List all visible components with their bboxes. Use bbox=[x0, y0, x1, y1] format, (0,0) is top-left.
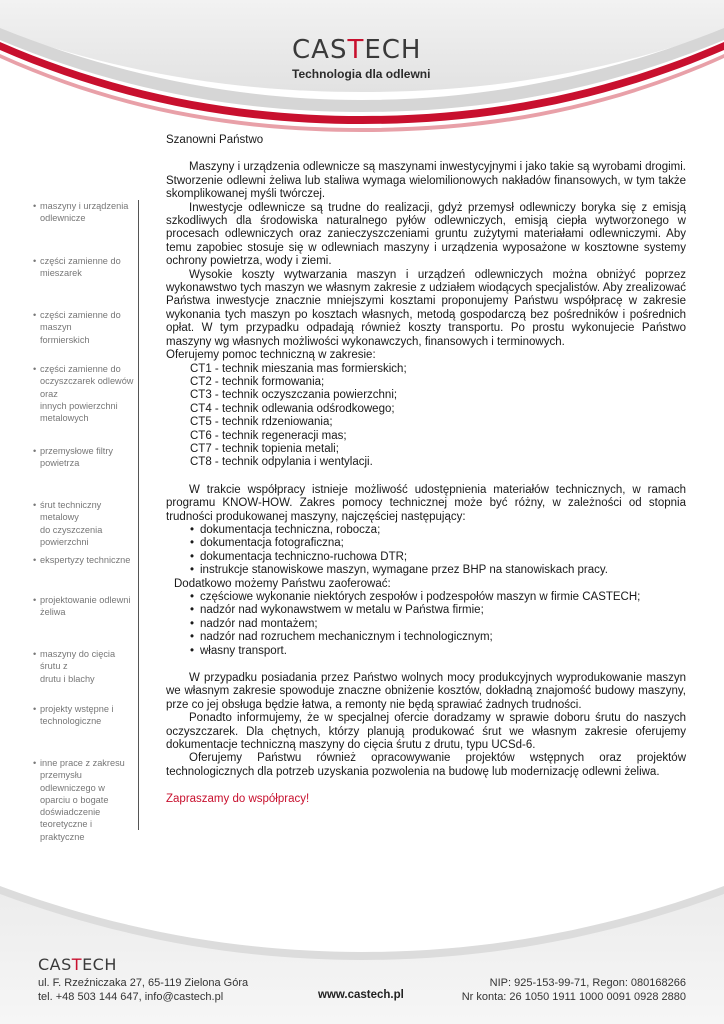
list-item: • instrukcje stanowiskowe maszyn, wymagane przez BHP na stanowiskach pracy. bbox=[190, 564, 686, 577]
logo-part-1: CAS bbox=[292, 35, 348, 65]
paragraph-3: Wysokie koszty wytwarzania maszyn i urządzeń odlewniczych można obniżyć poprzez wykonawstwo tych maszyn we własnym zakresie z udziałem wiodących specjalistów. Aby zrealizować Państwa inwestycje znacznie mniejszymi kosztami proponujemy Państwu współpracę w zakresie wykonania tych maszyn po kosztach własnych, metodą gospodarczą bez pośredników i pośrednich opłat. W tym przypadku odpadają również koszty transportu. Po prostu wykonujecie Państwo maszyny wg własnych możliwości wykonawczych, finansowych i terminowych. bbox=[166, 268, 686, 348]
sidebar-item: • projektowanie odlewni żeliwa bbox=[33, 595, 131, 618]
ct-item: CT7 - technik topienia metali; bbox=[190, 442, 339, 455]
ct-item: CT1 - technik mieszania mas formierskich; bbox=[190, 362, 407, 375]
paragraph-1: Maszyny i urządzenia odlewnicze są maszynami inwestycyjnymi i jako takie są wyrobami drogimi. Stworzenie odlewni żeliwa lub staliwa wymaga wielomilionowych nakładów finansowych, w tym także skomplikowanej myśli twórczej. bbox=[166, 161, 686, 201]
list-item: • częściowe wykonanie niektórych zespołów i podzespołów maszyn w firmie CASTECH; bbox=[190, 591, 686, 604]
company-logo bbox=[292, 36, 432, 81]
footer-address: ul. F. Rzeźniczaka 27, 65-119 Zielona Góra bbox=[38, 977, 249, 989]
list-item: • nadzór nad rozruchem mechanicznym i technologicznym; bbox=[190, 631, 686, 644]
list-item: • własny transport. bbox=[190, 645, 686, 658]
ct-intro: Oferujemy pomoc techniczną w zakresie: bbox=[166, 349, 376, 362]
paragraph-5: W przypadku posiadania przez Państwo wolnych mocy produkcyjnych wyprodukowanie maszyn we własnym zakresie spowoduje znaczne obniżenie kosztów, dokładną znajomość budowy maszyny, prze co jej obsługa będzie łatwa, a remonty nie będą sprawiać żadnych trudności. bbox=[166, 672, 686, 711]
company-tagline: Technologia dla odlewni bbox=[292, 67, 431, 81]
ct-list bbox=[166, 363, 686, 470]
sidebar-item: • maszyny do cięcia śrutu z drutu i blachy bbox=[33, 649, 116, 684]
sidebar-item: • maszyny i urządzenia odlewnicze bbox=[33, 201, 129, 224]
sidebar-item: • części zamienne do oczyszczarek odlewów oraz innych powierzchni metalowych bbox=[33, 364, 134, 424]
footer-website-link[interactable]: www.castech.pl bbox=[318, 989, 404, 1001]
list-item: • dokumentacja fotograficzna; bbox=[190, 537, 686, 550]
extras-list bbox=[166, 591, 686, 658]
list-item: • nadzór nad montażem; bbox=[190, 618, 686, 631]
footer-logo: CASTECH bbox=[38, 955, 117, 974]
ct-item: CT3 - technik oczyszczania powierzchni; bbox=[190, 389, 398, 402]
sidebar-item: • części zamienne do mieszarek bbox=[33, 256, 121, 279]
list-item: • dokumentacja techniczno-ruchowa DTR; bbox=[190, 551, 686, 564]
ct-item: CT6 - technik regeneracji mas; bbox=[190, 429, 347, 442]
sidebar-item: • ekspertyzy techniczne bbox=[33, 555, 131, 565]
ct-item: CT2 - technik formowania; bbox=[190, 375, 325, 388]
paragraph-2: Inwestycje odlewnicze są trudne do realizacji, gdyż przemysł odlewniczy boryka się z emisją szkodliwych dla środowiska naturalnego pyłów odlewniczych, emisją ciepła wytworzonego w procesach odlewniczych oraz zanieczyszczeniami gruntu zużytymi materiałami odlewniczymi. Aby temu zapobiec stosuje się w odlewniach maszyny i urządzenia wyposażone w kosztowne systemy ochrony powietrza, wody i ziemi. bbox=[166, 201, 686, 268]
service-sidebar bbox=[33, 200, 139, 842]
list-item: • dokumentacja techniczna, robocza; bbox=[190, 524, 686, 537]
paragraph-6: Ponadto informujemy, że w specjalnej ofercie doradzamy w sprawie doboru śrutu do naszych oczyszczarek. Dla chętnych, którzy planują produkować śrut we własnym zakresie oferujemy dokumentacje techniczną maszyny do cięcia śrutu z drutu, typu UCSd-6. bbox=[166, 712, 686, 752]
ct-item: CT4 - technik odlewania odśrodkowego; bbox=[190, 402, 395, 415]
sidebar-item: • inne prace z zakresu przemysłu odlewniczego w oparciu o bogate doświadczenie teoretyczne i praktyczne bbox=[33, 758, 125, 842]
ct-item: CT5 - technik rdzeniowania; bbox=[190, 416, 333, 429]
extras-intro: Dodatkowo możemy Państwu zaoferować: bbox=[174, 577, 391, 590]
footer-account: Nr konta: 26 1050 1911 1000 0091 0928 2880 bbox=[461, 991, 686, 1003]
greeting: Szanowni Państwo bbox=[166, 134, 264, 146]
logo-wordmark bbox=[292, 36, 432, 64]
docs-list bbox=[166, 524, 686, 578]
ct-item: CT8 - technik odpylania i wentylacji. bbox=[190, 456, 373, 469]
letter-body bbox=[166, 134, 686, 807]
paragraph-4: W trakcie współpracy istnieje możliwość udostępnienia materiałów technicznych, w ramach programu KNOW-HOW. Zakres pomocy technicznej może być różny, w zależności od stopnia trudności produkowanej maszyny, najczęściej następujący: bbox=[166, 483, 686, 523]
sidebar-item: • śrut techniczny metalowy do czyszczenia powierzchni bbox=[33, 500, 103, 547]
paragraph-7: Oferujemy Państwu również opracowywanie projektów wstępnych oraz projektów technologicznych dla potrzeb uzyskania pozwolenia na budowę lub modernizację odlewni żeliwa. bbox=[166, 752, 686, 778]
logo-part-3: ECH bbox=[364, 35, 422, 65]
footer-contact: tel. +48 503 144 647, info@castech.pl bbox=[38, 991, 224, 1003]
closing-line: Zapraszamy do współpracy! bbox=[166, 793, 310, 806]
footer-nip: NIP: 925-153-99-71, Regon: 080168266 bbox=[489, 977, 686, 989]
logo-part-2: T bbox=[347, 35, 365, 65]
sidebar-item: • części zamienne do maszyn formierskich bbox=[33, 310, 121, 345]
list-item: • nadzór nad wykonawstwem w metalu w Państwa firmie; bbox=[190, 604, 686, 617]
sidebar-item: • przemysłowe filtry powietrza bbox=[33, 446, 114, 469]
sidebar-item: • projekty wstępne i technologiczne bbox=[33, 704, 114, 727]
